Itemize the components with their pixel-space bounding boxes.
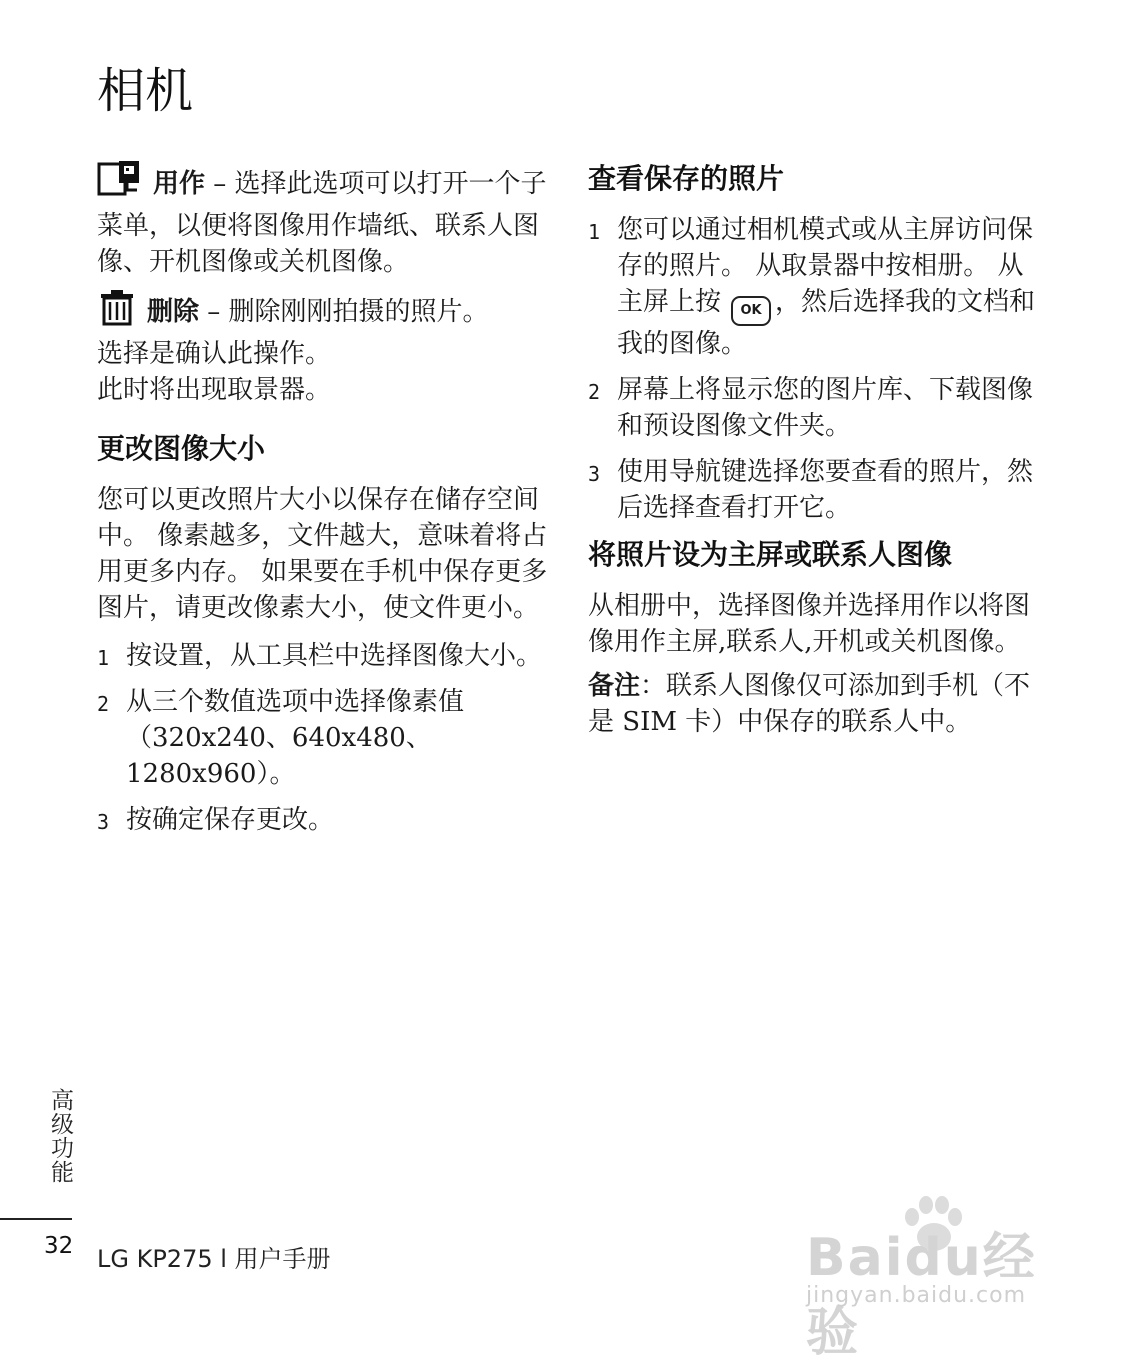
use-as-text: – 选择此选项可以打开一个子菜单，以便将图像用作墙纸、联系人图像、开机图像或关机图像。 [97,169,547,277]
page-title: 相机 [97,63,194,119]
list-item [588,454,1048,526]
resize-body: 您可以更改照片大小以保存在储存空间中。 像素越多，文件越大，意味着将占用更多内存。 如果要在手机中保存更多图片，请更改像素大小，使文件更小。 [97,485,548,623]
ok-key-icon: OK [731,296,771,326]
delete-label: 删除 [147,297,200,327]
divider [0,1218,72,1220]
use-as-icon [97,160,143,208]
step-text: 从三个数值选项中选择像素值（320x240、640x480、1280x960）。 [126,687,465,789]
resize-steps [97,638,552,838]
section-tab: 高级功能 [47,1088,73,1184]
list-item [97,638,552,674]
delete-confirm-line: 选择是确认此操作。 [97,339,332,369]
delete-text: – 删除刚刚拍摄的照片。 [199,297,489,327]
page-number: 32 [44,1233,74,1259]
set-heading: 将照片设为主屏或联系人图像 [588,538,953,571]
watermark-url: jingyan.baidu.com [806,1283,1027,1308]
watermark [806,1195,1076,1363]
delete-paragraph [97,288,552,336]
step-text: 您可以通过相机模式或从主屏访问保存的照片。 从取景器中按相册。 从主屏上按 [617,215,1034,317]
step-number: 1 [588,220,601,244]
note-text: ：联系人图像仅可添加到手机（不是 SIM 卡）中保存的联系人中。 [588,671,1031,737]
view-heading: 查看保存的照片 [588,162,785,195]
note-paragraph [588,668,1048,740]
view-steps [588,212,1048,526]
use-as-paragraph [97,160,552,280]
step-text-cont: ，然后选择我的文档和我的图像。 [617,287,1036,359]
step-number: 2 [97,692,110,716]
step-number: 3 [97,810,110,834]
step-text: 按确定保存更改。 [126,805,335,835]
step-text: 屏幕上将显示您的图片库、下载图像和预设图像文件夹。 [617,375,1034,441]
step-number: 3 [588,462,601,486]
set-body: 从相册中，选择图像并选择用作以将图像用作主屏,联系人,开机或关机图像。 [588,591,1031,657]
step-number: 1 [97,646,110,670]
step-text: 按设置，从工具栏中选择图像大小。 [126,641,543,671]
step-number: 2 [588,380,601,404]
watermark-brand: Baidu经验 [806,1228,1037,1363]
footer-title: LG KP275 l 用户手册 [97,1245,331,1273]
list-item [97,802,552,838]
note-label: 备注 [588,671,641,701]
list-item [588,372,1048,444]
resize-heading: 更改图像大小 [97,432,266,465]
left-column [97,160,552,848]
list-item [97,684,552,792]
step-text: 使用导航键选择您要查看的照片，然后选择查看打开它。 [617,457,1034,523]
list-item [588,212,1048,362]
trash-icon [97,288,137,336]
delete-viewfinder-line: 此时将出现取景器。 [97,375,332,405]
use-as-label: 用作 [153,169,206,199]
right-column [588,160,1048,748]
